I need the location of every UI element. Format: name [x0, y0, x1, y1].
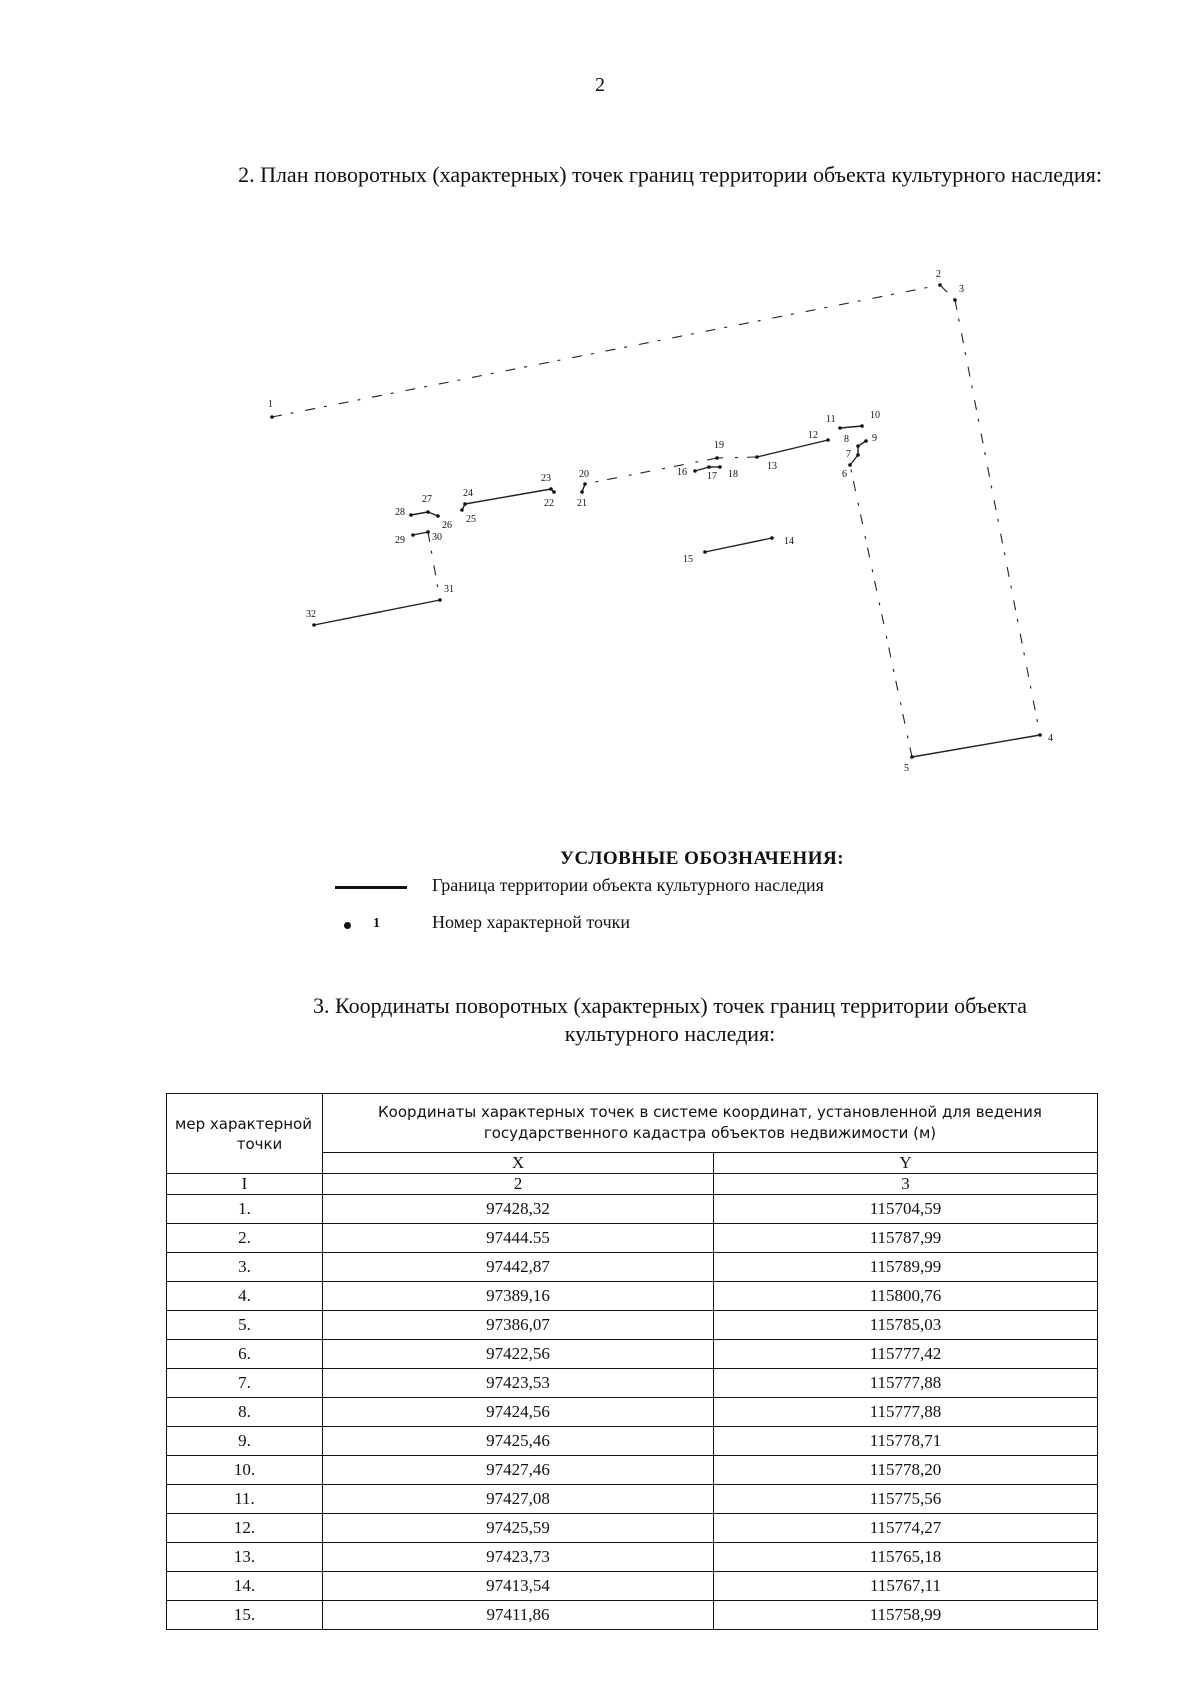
legend-point-sample-number: 1 — [373, 916, 380, 931]
point-number-cell: 15. — [167, 1601, 323, 1630]
characteristic-point-dot — [426, 510, 430, 514]
y-coordinate-cell: 115785,03 — [714, 1311, 1098, 1340]
y-coordinate-cell: 115789,99 — [714, 1253, 1098, 1282]
table-row — [167, 1253, 1098, 1282]
point-number-cell: 4. — [167, 1282, 323, 1311]
boundary-segment — [850, 465, 912, 757]
point-number-label: 6 — [842, 469, 847, 480]
characteristic-point-dot — [312, 623, 316, 627]
point-number-label: 31 — [444, 584, 454, 595]
point-number-label: 9 — [872, 433, 877, 444]
characteristic-point-dot — [718, 465, 722, 469]
point-number-cell: 6. — [167, 1340, 323, 1369]
table-row — [167, 1601, 1098, 1630]
index-cell-3: 3 — [714, 1174, 1098, 1195]
characteristic-point-dot — [856, 444, 860, 448]
x-coordinate-cell: 97386,07 — [323, 1311, 714, 1340]
boundary-segment — [413, 532, 428, 535]
point-number-label: 13 — [767, 461, 777, 472]
table-row — [167, 1572, 1098, 1601]
x-coordinate-cell: 97424,56 — [323, 1398, 714, 1427]
point-number-header — [167, 1094, 323, 1174]
y-coordinate-cell: 115774,27 — [714, 1514, 1098, 1543]
characteristic-point-dot — [848, 463, 852, 467]
point-number-label: 29 — [395, 535, 405, 546]
point-number-label: 11 — [826, 414, 836, 425]
boundary-segment — [705, 538, 772, 552]
table-row — [167, 1369, 1098, 1398]
boundary-segment — [314, 600, 440, 625]
characteristic-point-dot — [693, 469, 697, 473]
point-number-label: 17 — [707, 471, 717, 482]
point-number-label: 32 — [306, 609, 316, 620]
boundary-segment — [850, 455, 858, 465]
characteristic-point-dot — [856, 453, 860, 457]
characteristic-point-dot — [549, 487, 553, 491]
boundary-segment — [757, 440, 828, 457]
point-number-cell: 10. — [167, 1456, 323, 1485]
characteristic-point-dot — [552, 490, 556, 494]
coordinates-header: Координаты характерных точек в системе координат, установленной для ведения государственного кадастра объектов недвижимости (м) — [323, 1094, 1098, 1153]
y-coordinate-cell: 115767,11 — [714, 1572, 1098, 1601]
coordinates-table — [166, 1093, 1098, 1630]
plan-section-title: 2. План поворотных (характерных) точек границ территории объекта культурного наследия: — [238, 162, 1102, 187]
characteristic-point-dot — [864, 439, 868, 443]
boundary-segment — [840, 426, 862, 428]
point-number-cell: 1. — [167, 1195, 323, 1224]
characteristic-point-dot — [460, 508, 464, 512]
point-number-label: 30 — [432, 532, 442, 543]
legend — [0, 848, 1200, 958]
legend-title: УСЛОВНЫЕ ОБОЗНАЧЕНИЯ: — [560, 848, 845, 869]
boundary-segment — [912, 735, 1040, 757]
point-number-label: 5 — [904, 763, 909, 774]
table-row — [167, 1514, 1098, 1543]
point-number-label: 7 — [846, 449, 851, 460]
point-number-cell: 14. — [167, 1572, 323, 1601]
table-row — [167, 1398, 1098, 1427]
point-number-label: 27 — [422, 494, 432, 505]
x-coordinate-cell: 97427,46 — [323, 1456, 714, 1485]
point-number-header-line2: точки — [236, 1134, 283, 1153]
characteristic-point-dot — [438, 598, 442, 602]
characteristic-point-dot — [411, 533, 415, 537]
y-coordinate-cell: 115777,88 — [714, 1398, 1098, 1427]
y-column-header: Y — [714, 1153, 1098, 1174]
table-row — [167, 1311, 1098, 1340]
point-number-label: 4 — [1048, 733, 1053, 744]
characteristic-point-dot — [953, 298, 957, 302]
point-number-header-line1: мер характерной — [175, 1114, 312, 1133]
point-number-cell: 13. — [167, 1543, 323, 1572]
x-coordinate-cell: 97444.55 — [323, 1224, 714, 1253]
characteristic-point-dot — [436, 514, 440, 518]
legend-point-label: Номер характерной точки — [432, 912, 630, 932]
boundary-segment — [465, 489, 551, 504]
point-number-label: 16 — [677, 467, 687, 478]
characteristic-point-dot — [715, 456, 719, 460]
point-number-label: 26 — [442, 520, 452, 531]
x-coordinate-cell: 97422,56 — [323, 1340, 714, 1369]
point-number-cell: 7. — [167, 1369, 323, 1398]
x-coordinate-cell: 97413,54 — [323, 1572, 714, 1601]
point-number-label: 15 — [683, 554, 693, 565]
table-row — [167, 1282, 1098, 1311]
y-coordinate-cell: 115778,71 — [714, 1427, 1098, 1456]
y-coordinate-cell: 115787,99 — [714, 1224, 1098, 1253]
x-coordinate-cell: 97428,32 — [323, 1195, 714, 1224]
point-number-cell: 9. — [167, 1427, 323, 1456]
x-coordinate-cell: 97425,46 — [323, 1427, 714, 1456]
coords-section-title: 3. Координаты поворотных (характерных) точек границ территории объекта культурного наследия: — [313, 993, 1027, 1046]
characteristic-point-dot — [270, 415, 274, 419]
point-number-label: 3 — [959, 284, 964, 295]
table-row — [167, 1195, 1098, 1224]
point-number-label: 2 — [936, 269, 941, 280]
point-dot-icon — [344, 922, 351, 929]
x-coordinate-cell: 97389,16 — [323, 1282, 714, 1311]
point-number-label: 23 — [541, 473, 551, 484]
y-coordinate-cell: 115778,20 — [714, 1456, 1098, 1485]
table-row — [167, 1340, 1098, 1369]
x-column-header: X — [323, 1153, 714, 1174]
characteristic-point-dot — [838, 426, 842, 430]
y-coordinate-cell: 115800,76 — [714, 1282, 1098, 1311]
table-row — [167, 1427, 1098, 1456]
point-number-cell: 2. — [167, 1224, 323, 1253]
characteristic-point-dot — [426, 530, 430, 534]
characteristic-point-dot — [770, 536, 774, 540]
point-number-cell: 11. — [167, 1485, 323, 1514]
point-number-cell: 3. — [167, 1253, 323, 1282]
point-number-label: 28 — [395, 507, 405, 518]
boundary-segment — [272, 285, 940, 417]
characteristic-point-dot — [1038, 733, 1042, 737]
page-number: 2 — [595, 74, 605, 96]
point-number-label: 21 — [577, 498, 587, 509]
boundary-segment — [955, 300, 1040, 735]
index-cell-2: 2 — [323, 1174, 714, 1195]
point-number-label: 18 — [728, 469, 738, 480]
point-number-label: 10 — [870, 410, 880, 421]
point-number-cell: 5. — [167, 1311, 323, 1340]
characteristic-point-dot — [826, 438, 830, 442]
x-coordinate-cell: 97411,86 — [323, 1601, 714, 1630]
characteristic-point-dot — [910, 755, 914, 759]
x-coordinate-cell: 97425,59 — [323, 1514, 714, 1543]
index-cell-1: I — [167, 1174, 323, 1195]
boundary-segment — [940, 285, 955, 300]
point-number-cell: 12. — [167, 1514, 323, 1543]
y-coordinate-cell: 115704,59 — [714, 1195, 1098, 1224]
boundary-plan-diagram — [0, 230, 1200, 830]
x-coordinate-cell: 97423,53 — [323, 1369, 714, 1398]
point-number-cell: 8. — [167, 1398, 323, 1427]
x-coordinate-cell: 97442,87 — [323, 1253, 714, 1282]
characteristic-point-dot — [707, 465, 711, 469]
y-coordinate-cell: 115758,99 — [714, 1601, 1098, 1630]
point-number-label: 22 — [544, 498, 554, 509]
boundary-segment — [411, 512, 428, 515]
table-row — [167, 1224, 1098, 1253]
point-number-label: 14 — [784, 536, 794, 547]
table-row — [167, 1456, 1098, 1485]
point-number-label: 12 — [808, 430, 818, 441]
characteristic-point-dot — [463, 502, 467, 506]
x-coordinate-cell: 97423,73 — [323, 1543, 714, 1572]
characteristic-point-dot — [580, 490, 584, 494]
characteristic-point-dot — [409, 513, 413, 517]
characteristic-point-dot — [860, 424, 864, 428]
table-row — [167, 1485, 1098, 1514]
boundary-line-symbol — [335, 886, 407, 889]
legend-boundary-label: Граница территории объекта культурного наследия — [432, 875, 824, 895]
point-number-label: 8 — [844, 434, 849, 445]
characteristic-point-dot — [703, 550, 707, 554]
table-row — [167, 1543, 1098, 1572]
point-number-label: 20 — [579, 469, 589, 480]
characteristic-point-dot — [938, 283, 942, 287]
point-number-label: 1 — [268, 399, 273, 410]
coordinates-table-body — [167, 1195, 1098, 1630]
point-number-label: 25 — [466, 514, 476, 525]
y-coordinate-cell: 115765,18 — [714, 1543, 1098, 1572]
y-coordinate-cell: 115777,42 — [714, 1340, 1098, 1369]
characteristic-point-dot — [583, 482, 587, 486]
boundary-segment — [717, 457, 757, 458]
y-coordinate-cell: 115777,88 — [714, 1369, 1098, 1398]
y-coordinate-cell: 115775,56 — [714, 1485, 1098, 1514]
point-number-label: 19 — [714, 440, 724, 451]
characteristic-point-dot — [755, 455, 759, 459]
x-coordinate-cell: 97427,08 — [323, 1485, 714, 1514]
point-number-label: 24 — [463, 488, 473, 499]
